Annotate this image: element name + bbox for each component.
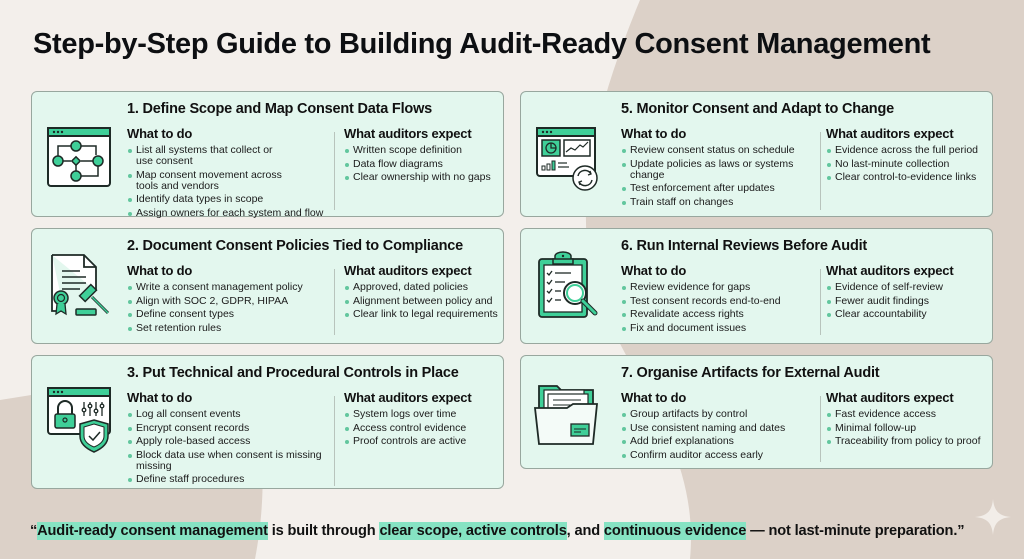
auditors-expect-column [826, 390, 996, 450]
expect-item: Approved, dated policies [344, 282, 514, 293]
expect-item: Clear accountability [826, 309, 996, 320]
what-to-do-column [621, 126, 826, 210]
expect-item: Clear link to legal requirements [344, 309, 514, 320]
todo-item: Test consent records end-to-end [621, 296, 826, 307]
todo-item: Fix and document issues [621, 323, 826, 334]
summary-quote [30, 523, 964, 539]
clipboard-magnifier-icon [533, 251, 603, 321]
expect-item: Access control evidence [344, 423, 514, 434]
what-to-do-label: What to do [621, 263, 687, 278]
todo-item: List all systems that collect or use consent [127, 145, 277, 167]
todo-item: Review consent status on schedule [621, 145, 826, 156]
auditors-expect-column [826, 263, 996, 323]
auditors-expect-column [344, 390, 514, 450]
expect-item: Fewer audit findings [826, 296, 996, 307]
quote-close-mark: ” [957, 523, 965, 539]
step-heading: 7. Organise Artifacts for External Audit [621, 365, 880, 381]
auditors-expect-column [826, 126, 996, 186]
expect-item: Minimal follow-up [826, 423, 996, 434]
quote-highlight: clear scope, active controls [379, 523, 567, 539]
column-divider [820, 132, 821, 210]
what-to-do-label: What to do [621, 126, 687, 141]
step-card-1 [31, 91, 504, 217]
quote-text: — not last-minute preparation. [746, 523, 958, 539]
step-heading: 5. Monitor Consent and Adapt to Change [621, 101, 894, 117]
column-divider [334, 396, 335, 486]
quote-open-mark: “ [30, 523, 38, 539]
expect-item: Written scope definition [344, 145, 514, 156]
expect-item: System logs over time [344, 409, 514, 420]
todo-item: Update policies as laws or systems change [621, 159, 796, 181]
expect-item: Evidence of self-review [826, 282, 996, 293]
sparkle-icon [975, 499, 1011, 535]
what-to-do-column [621, 390, 826, 463]
todo-item: Set retention rules [127, 323, 332, 334]
auditors-expect-label: What auditors expect [344, 126, 472, 141]
todo-item: Train staff on changes [621, 197, 826, 208]
what-to-do-column [127, 126, 332, 221]
todo-item: Log all consent events [127, 409, 332, 420]
column-divider [820, 396, 821, 462]
step-heading: 3. Put Technical and Procedural Controls in Place [127, 365, 459, 381]
lock-shield-controls-icon [44, 384, 114, 454]
todo-item: Map consent movement across tools and vendors [127, 170, 287, 192]
todo-item: Define consent types [127, 309, 332, 320]
quote-highlight: continuous evidence [603, 523, 747, 539]
step-card-7 [520, 355, 993, 469]
expect-item: Data flow diagrams [344, 159, 514, 170]
todo-item: Write a consent management policy [127, 282, 332, 293]
todo-item: Review evidence for gaps [621, 282, 826, 293]
auditors-expect-label: What auditors expect [826, 390, 954, 405]
what-to-do-label: What to do [621, 390, 687, 405]
todo-item: Identify data types in scope [127, 194, 332, 205]
what-to-do-label: What to do [127, 126, 193, 141]
auditors-expect-label: What auditors expect [826, 126, 954, 141]
step-heading: 6. Run Internal Reviews Before Audit [621, 238, 868, 254]
quote-text: , and [566, 523, 604, 539]
what-to-do-column [127, 390, 332, 488]
column-divider [334, 132, 335, 210]
expect-item: Fast evidence access [826, 409, 996, 420]
todo-item: Define staff procedures [127, 474, 332, 485]
step-card-6 [520, 228, 993, 344]
todo-item: Encrypt consent records [127, 423, 332, 434]
expect-item: Alignment between policy and [344, 296, 514, 307]
expect-item: Clear ownership with no gaps [344, 172, 514, 183]
todo-item: Align with SOC 2, GDPR, HIPAA [127, 296, 332, 307]
todo-item: Add brief explanations [621, 436, 826, 447]
auditors-expect-label: What auditors expect [344, 390, 472, 405]
auditors-expect-label: What auditors expect [344, 263, 472, 278]
step-card-5 [520, 91, 993, 217]
auditors-expect-label: What auditors expect [826, 263, 954, 278]
expect-item: Proof controls are active [344, 436, 514, 447]
quote-text: is built through [267, 523, 380, 539]
todo-item: Apply role-based access [127, 436, 332, 447]
what-to-do-label: What to do [127, 390, 193, 405]
todo-item: Confirm auditor access early [621, 450, 826, 461]
flow-diagram-window-icon [44, 124, 114, 194]
todo-item: Group artifacts by control [621, 409, 826, 420]
expect-item: Traceability from policy to proof [826, 436, 996, 447]
what-to-do-column [621, 263, 826, 336]
what-to-do-column [127, 263, 332, 336]
todo-item: Block data use when consent is missing missing [127, 450, 327, 472]
column-divider [820, 269, 821, 335]
page-title: Step-by-Step Guide to Building Audit-Ready Consent Management [33, 28, 931, 60]
column-divider [334, 269, 335, 335]
expect-item: No last-minute collection [826, 159, 996, 170]
auditors-expect-column [344, 263, 514, 323]
what-to-do-label: What to do [127, 263, 193, 278]
open-folder-icon [533, 378, 603, 448]
todo-item: Revalidate access rights [621, 309, 826, 320]
todo-item: Use consistent naming and dates [621, 423, 826, 434]
step-heading: 1. Define Scope and Map Consent Data Flows [127, 101, 433, 117]
step-card-3 [31, 355, 504, 489]
quote-highlight: Audit-ready consent management [37, 523, 268, 539]
todo-item: Test enforcement after updates [621, 183, 826, 194]
todo-item: Assign owners for each system and flow [127, 208, 332, 219]
step-heading: 2. Document Consent Policies Tied to Compliance [127, 238, 463, 254]
expect-item: Evidence across the full period [826, 145, 996, 156]
policy-document-gavel-icon [44, 251, 114, 321]
auditors-expect-column [344, 126, 514, 186]
step-card-2 [31, 228, 504, 344]
dashboard-refresh-icon [533, 124, 603, 194]
expect-item: Clear control-to-evidence links [826, 172, 996, 183]
